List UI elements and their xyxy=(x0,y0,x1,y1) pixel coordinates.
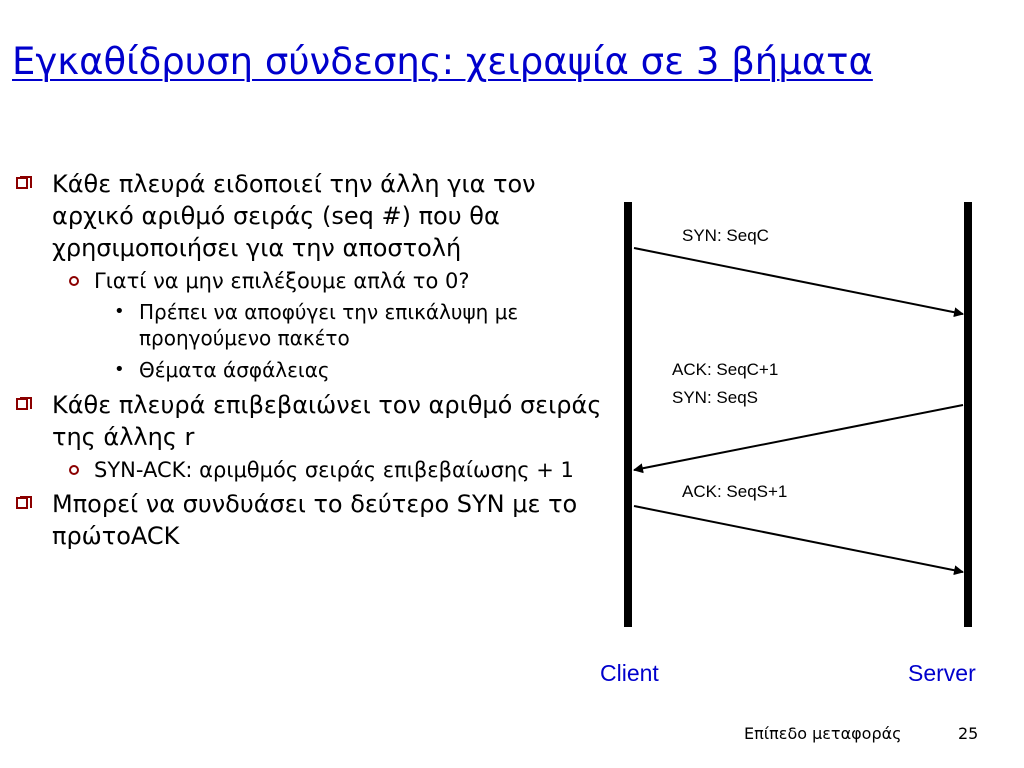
synack-label-syn: SYN: SeqS xyxy=(672,388,758,407)
sub-bullet-item xyxy=(14,267,604,295)
sub-bullet-text: SYN-ACK: αριμθμός σειράς επιβεβαίωσης + 1 xyxy=(94,458,574,482)
sub-bullet-text: Γιατί να μην επιλέξουμε απλά το 0? xyxy=(94,269,470,293)
ack-arrow xyxy=(634,506,963,572)
sub-sub-bullet-text: Θέματα άσφάλειας xyxy=(139,358,330,382)
bullet-text: Κάθε πλευρά ειδοποιεί την άλλη για τον αρχικό αριθμό σειράς (seq #) που θα χρησιμοποιήσει για την αποστολή xyxy=(52,170,536,262)
checkbox-bullet-icon xyxy=(16,177,28,189)
sub-sub-bullet-item xyxy=(14,299,604,351)
syn-label: SYN: SeqC xyxy=(682,226,769,245)
dot-bullet-icon: • xyxy=(114,359,125,380)
checkbox-bullet-icon xyxy=(16,398,28,410)
bullet-item xyxy=(14,389,604,453)
bullet-text: Μπορεί να συνδυάσει το δεύτερο SYN με το πρώτοACK xyxy=(52,490,578,550)
page-number: 25 xyxy=(958,724,979,743)
bullet-item xyxy=(14,168,604,264)
synack-arrow xyxy=(634,405,963,470)
sub-sub-bullet-item xyxy=(14,357,604,383)
circle-bullet-icon xyxy=(69,465,79,475)
handshake-diagram xyxy=(590,190,1010,700)
checkbox-bullet-icon xyxy=(16,497,28,509)
syn-arrow xyxy=(634,248,963,314)
client-label: Client xyxy=(600,660,659,686)
server-label: Server xyxy=(908,660,976,686)
bullet-list xyxy=(14,168,604,555)
sub-bullet-item xyxy=(14,456,604,484)
ack-label: ACK: SeqS+1 xyxy=(682,482,788,501)
dot-bullet-icon: • xyxy=(114,301,125,322)
circle-bullet-icon xyxy=(69,276,79,286)
bullet-text: Κάθε πλευρά επιβεβαιώνει τον αριθμό σειράς της άλλης r xyxy=(52,391,602,451)
bullet-item xyxy=(14,488,604,552)
synack-label-ack: ACK: SeqC+1 xyxy=(672,360,779,379)
footer-section-title: Επίπεδο μεταφοράς xyxy=(744,724,902,743)
sub-sub-bullet-text: Πρέπει να αποφύγει την επικάλυψη με προηγούμενο πακέτο xyxy=(139,300,519,350)
slide-title: Εγκαθίδρυση σύνδεσης: χειραψία σε 3 βήματα xyxy=(12,40,873,83)
